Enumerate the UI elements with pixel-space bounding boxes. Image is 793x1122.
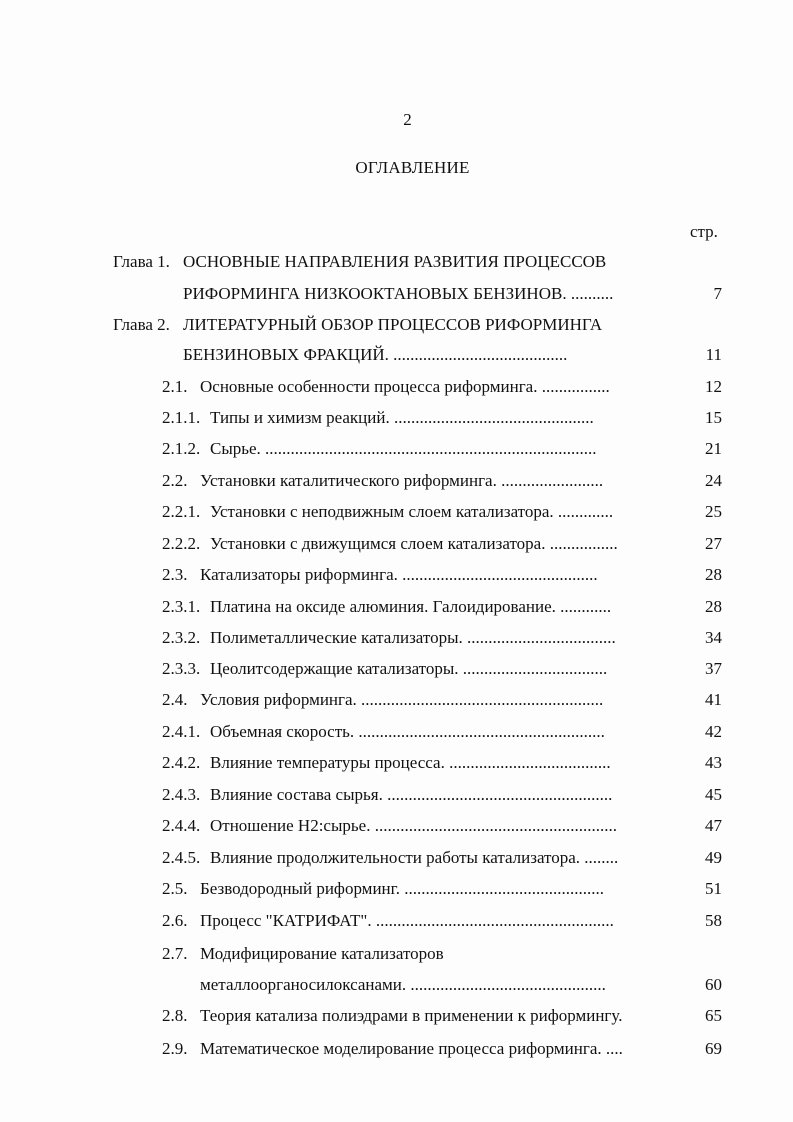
section-page: 43 [705, 753, 722, 772]
section-page: 41 [705, 690, 722, 709]
section-page: 51 [705, 879, 722, 898]
chapter-title-line1: ЛИТЕРАТУРНЫЙ ОБЗОР ПРОЦЕССОВ РИФОРМИНГА [183, 315, 603, 334]
section-page: 42 [705, 722, 722, 741]
section-page: 69 [705, 1039, 722, 1058]
page-number: 2 [403, 110, 412, 129]
section-page: 28 [705, 565, 722, 584]
section-page: 49 [705, 848, 722, 867]
section-title: Основные особенности процесса риформинга. ................ [200, 377, 610, 396]
section-number: 2.9. [162, 1039, 188, 1058]
toc-heading: ОГЛАВЛЕНИЕ [355, 158, 470, 177]
section-page: 28 [705, 597, 722, 616]
section-number: 2.1. [162, 377, 188, 396]
section-page: 34 [705, 628, 722, 647]
chapter-page: 7 [713, 284, 722, 303]
section-title-line2: металлоорганосилоксанами. .............................................. [200, 975, 606, 994]
page-column-label: стр. [690, 222, 718, 241]
section-number: 2.4.1. [162, 722, 201, 741]
section-page: 37 [705, 659, 722, 678]
section-title: Сырье. .............................................................................. [210, 439, 597, 458]
chapter-label: Глава 1. [113, 252, 170, 271]
section-title: Условия риформинга. ......................................................... [200, 690, 604, 709]
section-title: Катализаторы риформинга. .............................................. [200, 565, 598, 584]
section-number: 2.3.3. [162, 659, 201, 678]
section-title: Влияние температуры процесса. ...................................... [210, 753, 611, 772]
section-title: Отношение Н2:сырье. ......................................................... [210, 816, 617, 835]
section-number: 2.4.2. [162, 753, 201, 772]
section-page: 24 [705, 471, 722, 490]
chapter-page: 11 [705, 345, 722, 364]
chapter-title-line1: ОСНОВНЫЕ НАПРАВЛЕНИЯ РАЗВИТИЯ ПРОЦЕССОВ [183, 252, 607, 271]
section-page: 21 [705, 439, 722, 458]
section-page: 45 [705, 785, 722, 804]
section-title: Теория катализа полиэдрами в применении к риформингу. [200, 1006, 623, 1025]
section-title: Объемная скорость. .......................................................... [210, 722, 605, 741]
section-page: 12 [705, 377, 722, 396]
section-title: Процесс "КАТРИФАТ". ........................................................ [200, 911, 614, 930]
section-title: Безводородный риформинг. ............................................... [200, 879, 604, 898]
section-number: 2.4.4. [162, 816, 201, 835]
section-title: Типы и химизм реакций. ............................................... [210, 408, 594, 427]
section-page: 15 [705, 408, 722, 427]
chapter-title-line2: БЕНЗИНОВЫХ ФРАКЦИЙ. ......................................... [183, 345, 568, 364]
section-title: Установки каталитического риформинга. ........................ [200, 471, 604, 490]
section-number: 2.2. [162, 471, 188, 490]
section-number: 2.2.1. [162, 502, 201, 521]
section-page: 60 [705, 975, 722, 994]
section-number: 2.6. [162, 911, 188, 930]
section-number: 2.4.3. [162, 785, 201, 804]
section-number: 2.5. [162, 879, 188, 898]
section-page: 25 [705, 502, 722, 521]
section-title: Цеолитсодержащие катализаторы. .................................. [210, 659, 608, 678]
section-number: 2.2.2. [162, 534, 201, 553]
section-title: Платина на оксиде алюминия. Галоидирование. ............ [210, 597, 612, 616]
section-number: 2.1.2. [162, 439, 201, 458]
section-number: 2.1.1. [162, 408, 201, 427]
section-page: 27 [705, 534, 722, 553]
section-number: 2.8. [162, 1006, 188, 1025]
section-title: Установки с неподвижным слоем катализатора. ............. [210, 502, 614, 521]
section-number: 2.3.2. [162, 628, 201, 647]
section-title: Математическое моделирование процесса риформинга. .... [200, 1039, 623, 1058]
section-number: 2.4. [162, 690, 188, 709]
section-title: Влияние состава сырья. ..................................................... [210, 785, 613, 804]
section-number: 2.4.5. [162, 848, 201, 867]
section-title: Полиметаллические катализаторы. ................................... [210, 628, 616, 647]
section-number: 2.7. [162, 944, 188, 963]
section-page: 47 [705, 816, 722, 835]
section-number: 2.3.1. [162, 597, 201, 616]
chapter-title-line2: РИФОРМИНГА НИЗКООКТАНОВЫХ БЕНЗИНОВ. .......... [183, 284, 614, 303]
section-number: 2.3. [162, 565, 188, 584]
section-title: Установки с движущимся слоем катализатора. ................ [210, 534, 618, 553]
section-title: Влияние продолжительности работы катализатора. ........ [210, 848, 619, 867]
section-title: Модифицирование катализаторов [200, 944, 444, 963]
chapter-label: Глава 2. [113, 315, 170, 334]
section-page: 58 [705, 911, 722, 930]
section-page: 65 [705, 1006, 722, 1025]
